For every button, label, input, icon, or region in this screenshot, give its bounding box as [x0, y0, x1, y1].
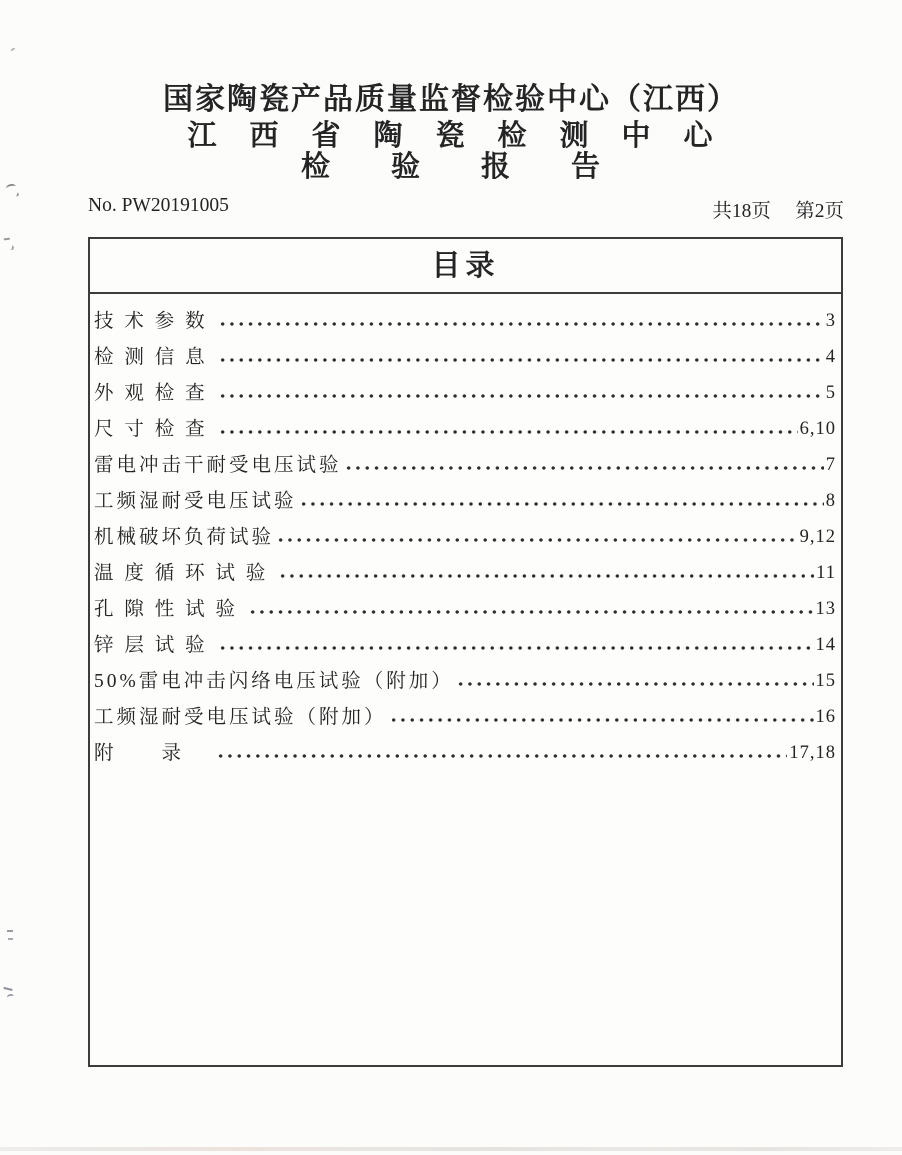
toc-list	[90, 294, 841, 767]
toc-dot-leader	[216, 751, 787, 761]
report-title: 检 验 报 告	[300, 151, 601, 183]
toc-entry	[94, 299, 836, 335]
scan-artifact	[8, 938, 13, 940]
toc-entry	[94, 479, 836, 515]
toc-dot-leader	[278, 571, 814, 581]
toc-title: 目录	[90, 239, 841, 294]
toc-entry-page: 6,10	[799, 419, 836, 439]
report-number: No. PW20191005	[88, 195, 229, 216]
toc-dot-leader	[218, 643, 814, 653]
toc-entry	[94, 623, 836, 659]
toc-entry-label: 技 术 参 数	[94, 311, 216, 332]
toc-entry-label: 锌 层 试 验	[94, 635, 216, 656]
toc-entry-page: 5	[825, 383, 836, 403]
toc-entry-page: 7	[825, 455, 836, 475]
scan-artifact	[3, 983, 13, 991]
toc-entry	[94, 515, 836, 551]
toc-dot-leader	[218, 427, 798, 437]
toc-dot-leader	[456, 679, 814, 689]
toc-entry	[94, 443, 836, 479]
toc-entry-label: 温 度 循 环 试 验	[94, 563, 277, 584]
toc-entry-label: 外 观 检 查	[94, 383, 216, 404]
toc-dot-leader	[218, 355, 824, 365]
toc-entry-page: 3	[825, 311, 836, 331]
meta-row	[88, 195, 844, 223]
toc-entry	[94, 587, 836, 623]
toc-entry-label: 检 测 信 息	[94, 347, 216, 368]
scan-artifact	[12, 191, 20, 197]
toc-dot-leader	[389, 715, 814, 725]
toc-entry-label: 机械破坏负荷试验	[94, 527, 275, 548]
page-indicator: 共18页 第2页	[712, 201, 844, 222]
scan-edge-artifact	[0, 1147, 902, 1151]
toc-entry-page: 15	[815, 671, 836, 691]
toc-entry	[94, 695, 836, 731]
toc-entry-label: 工频湿耐受电压试验（附加）	[94, 707, 387, 728]
toc-entry-page: 16	[815, 707, 836, 727]
toc-entry-page: 13	[815, 599, 836, 619]
toc-entry-label: 尺 寸 检 查	[94, 419, 216, 440]
toc-entry	[94, 659, 836, 695]
scan-artifact	[7, 930, 13, 932]
toc-dot-leader	[218, 391, 824, 401]
org-title-line1: 国家陶瓷产品质量监督检验中心（江西）	[163, 83, 739, 116]
toc-entry-label: 工频湿耐受电压试验	[94, 491, 297, 512]
toc-entry	[94, 371, 836, 407]
toc-box	[88, 237, 843, 1067]
toc-entry-page: 4	[825, 347, 836, 367]
toc-entry	[94, 731, 836, 767]
toc-dot-leader	[218, 319, 824, 329]
scan-artifact	[4, 238, 11, 244]
toc-dot-leader	[299, 499, 824, 509]
toc-entry-label: 附 录	[94, 743, 215, 764]
toc-entry-page: 9,12	[799, 527, 836, 547]
toc-dot-leader	[248, 607, 814, 617]
toc-entry-page: 11	[816, 563, 836, 583]
toc-entry	[94, 335, 836, 371]
toc-entry-page: 14	[815, 635, 836, 655]
toc-entry-label: 雷电冲击干耐受电压试验	[94, 455, 342, 476]
toc-entry	[94, 551, 836, 587]
toc-entry	[94, 407, 836, 443]
scan-artifact	[10, 47, 17, 54]
toc-dot-leader	[344, 463, 824, 473]
org-title-line2: 江 西 省 陶 瓷 检 测 中 心	[187, 120, 715, 152]
toc-dot-leader	[276, 535, 798, 545]
toc-entry-page: 8	[825, 491, 836, 511]
toc-entry-label: 50%雷电冲击闪络电压试验（附加）	[94, 671, 454, 692]
toc-entry-page: 17,18	[789, 743, 836, 763]
toc-entry-label: 孔 隙 性 试 验	[94, 599, 246, 620]
scan-artifact	[7, 244, 14, 250]
scan-artifact	[7, 993, 15, 1000]
